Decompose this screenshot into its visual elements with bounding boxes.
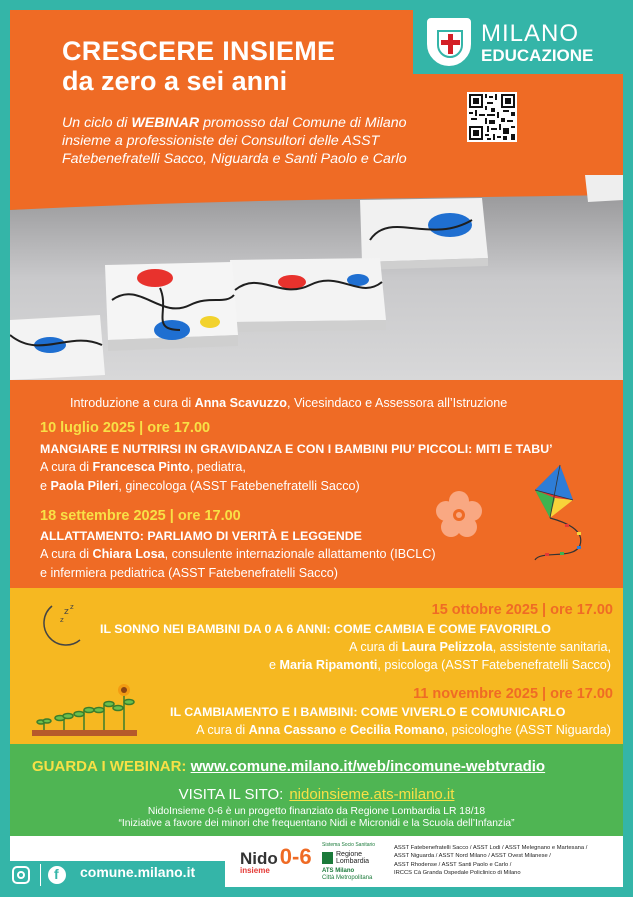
event2-speaker1: A cura di Chiara Losa, consulente internazionale allattamento (IBCLC) <box>40 547 436 561</box>
event3-date: 15 ottobre 2025 | ore 17.00 <box>431 602 613 618</box>
webinar-url-link[interactable]: www.comune.milano.it/web/incomune-webtvradio <box>190 758 546 775</box>
svg-text:z: z <box>64 607 69 617</box>
intro-text: Un ciclo di WEBINAR promosso dal Comune di Milano insieme a professioniste dei Consultori delle ASST Fatebenefratelli Sacco, Niguarda e Santi Paolo e Carlo <box>62 115 407 167</box>
title-line1: CRESCERE INSIEME <box>62 36 336 66</box>
webinar-label: GUARDA I WEBINAR: <box>32 758 187 775</box>
title-line2: da zero a sei anni <box>62 66 288 96</box>
social-url-link[interactable]: comune.milano.it <box>80 864 196 880</box>
event4-date: 11 novembre 2025 | ore 17.00 <box>413 686 613 702</box>
event1-topic: MANGIARE E NUTRIRSI IN GRAVIDANZA E CON I BAMBINI PIU’ PICCOLI: MITI E TABU’ <box>40 442 553 456</box>
milano-crest-icon <box>427 18 471 66</box>
instagram-icon[interactable] <box>12 866 30 884</box>
event2-speaker2: e infermiera pediatrica (ASST Fatebenefratelli Sacco) <box>40 566 338 580</box>
regione-lombardia-logo: Sistema Socio Sanitario Regione Lombardia ATS Milano Città Metropolitana <box>322 842 376 881</box>
event1-speaker1: A cura di Francesca Pinto, pediatra, <box>40 460 246 474</box>
seedlings-icon <box>32 680 137 738</box>
regione-lombardia-icon <box>322 852 333 864</box>
event4-speakers: A cura di Anna Cassano e Cecilia Romano, psicologhe (ASST Niguarda) <box>196 723 611 737</box>
social-divider <box>40 864 41 886</box>
section-links <box>10 744 623 836</box>
event1-date: 10 luglio 2025 | ore 17.00 <box>40 420 211 436</box>
milano-educazione-logo <box>413 10 623 74</box>
facebook-icon[interactable]: f <box>48 866 66 884</box>
event4-topic: IL CAMBIAMENTO E I BAMBINI: COME VIVERLO E COMUNICARLO <box>170 705 566 719</box>
logo-department: EDUCAZIONE <box>481 46 594 65</box>
qr-code-icon[interactable] <box>467 92 517 142</box>
site-url-link[interactable]: nidoinsieme.ats-milano.it <box>289 786 455 803</box>
funding-note-line1: NidoInsieme 0-6 è un progetto finanziato da Regione Lombardia LR 18/18 <box>147 806 486 817</box>
logo-city: MILANO <box>481 20 580 47</box>
kite-icon <box>525 460 605 565</box>
introduction-line: Introduzione a cura di Anna Scavuzzo, Vicesindaco e Assessora all’Istruzione <box>70 396 508 410</box>
site-link-line <box>10 786 623 803</box>
moon-sleep-icon <box>32 600 87 655</box>
event3-speaker1: A cura di Laura Pelizzola, assistente sanitaria, <box>349 640 611 654</box>
event2-topic: ALLATTAMENTO: PARLIAMO DI VERITÀ E LEGGENDE <box>40 529 362 543</box>
webinar-link-line <box>32 758 545 775</box>
svg-text:z: z <box>70 603 74 611</box>
event3-speaker2: e Maria Ripamonti, psicologa (ASST Fatebenefratelli Sacco) <box>268 658 611 672</box>
funding-note-line2: “Iniziative a favore dei minori che frequentano Nidi e Micronidi e la Scuola dell’Infanzia” <box>118 818 515 829</box>
event3-topic: IL SONNO NEI BAMBINI DA 0 A 6 ANNI: COME CAMBIA E COME FAVORIRLO <box>100 622 551 636</box>
event1-speaker2: e Paola Pileri, ginecologa (ASST Fatebenefratelli Sacco) <box>40 479 360 493</box>
domino-tiles-photo <box>10 170 623 380</box>
flower-icon <box>434 490 484 540</box>
section-autumn-events <box>10 588 623 744</box>
asst-list: ASST Fatebenefratelli Sacco / ASST Lodi / ASST Melegnano e Martesana / ASST Niguarda / ASST Nord Milano / ASST Ovest Milanese / ASST Rhodense / ASST Santi Paolo e Carlo / IRCCS Cà Granda Ospedale Policlinico di Milano <box>394 845 588 877</box>
site-label: VISITA IL SITO: <box>178 786 284 803</box>
poster <box>10 10 623 887</box>
section-summer-events <box>10 380 623 588</box>
event2-date: 18 settembre 2025 | ore 17.00 <box>40 508 241 524</box>
svg-text:z: z <box>60 616 64 624</box>
header <box>10 10 623 195</box>
nido-insieme-logo: Nido0-6 insieme <box>240 844 312 875</box>
